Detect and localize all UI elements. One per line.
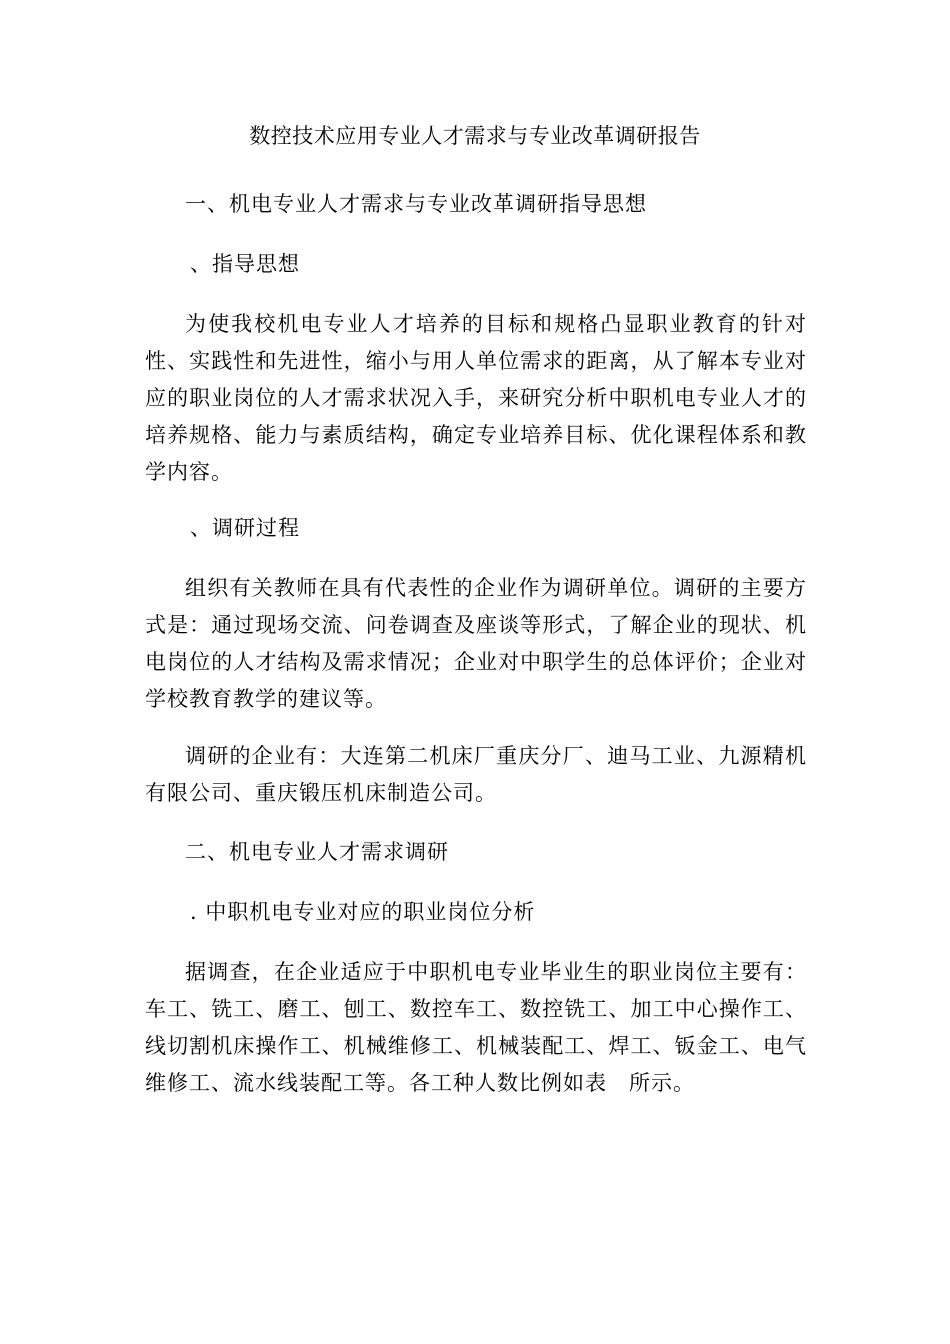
subsection-guiding-thought-heading: 、指导思想 xyxy=(190,252,300,276)
document-title: 数控技术应用专业人才需求与专业改革调研报告 xyxy=(249,124,701,148)
paragraph-job-positions: 据调查，在企业适应于中职机电专业毕业生的职业岗位主要有：车工、铣工、磨工、刨工、数控车工、数控铣工、加工中心操作工、线切割机床操作工、机械维修工、机械装配工、焊工、钣金工、电气维修工、流水线装配工等。各工种人数比例如表 所示。 xyxy=(145,960,807,1095)
section-2-heading: 二、机电专业人才需求调研 xyxy=(185,840,449,864)
paragraph-surveyed-companies: 调研的企业有：大连第二机床厂重庆分厂、迪马工业、九源精机有限公司、重庆锻压机床制造公司。 xyxy=(145,744,807,805)
subsection-job-analysis-heading: . 中职机电专业对应的职业岗位分析 xyxy=(190,900,536,924)
paragraph-guiding-thought: 为使我校机电专业人才培养的目标和规格凸显职业教育的针对性、实践性和先进性，缩小与用人单位需求的距离，从了解本专业对应的职业岗位的人才需求状况入手，来研究分析中职机电专业人才的培养规格、能力与素质结构，确定专业培养目标、优化课程体系和教学内容。 xyxy=(145,312,807,484)
section-1-heading: 一、机电专业人才需求与专业改革调研指导思想 xyxy=(185,192,647,216)
subsection-research-process-heading: 、调研过程 xyxy=(190,516,300,540)
paragraph-research-process: 组织有关教师在具有代表性的企业作为调研单位。调研的主要方式是：通过现场交流、问卷调查及座谈等形式，了解企业的现状、机电岗位的人才结构及需求情况；企业对中职学生的总体评价；企业对学校教育教学的建议等。 xyxy=(145,576,807,711)
